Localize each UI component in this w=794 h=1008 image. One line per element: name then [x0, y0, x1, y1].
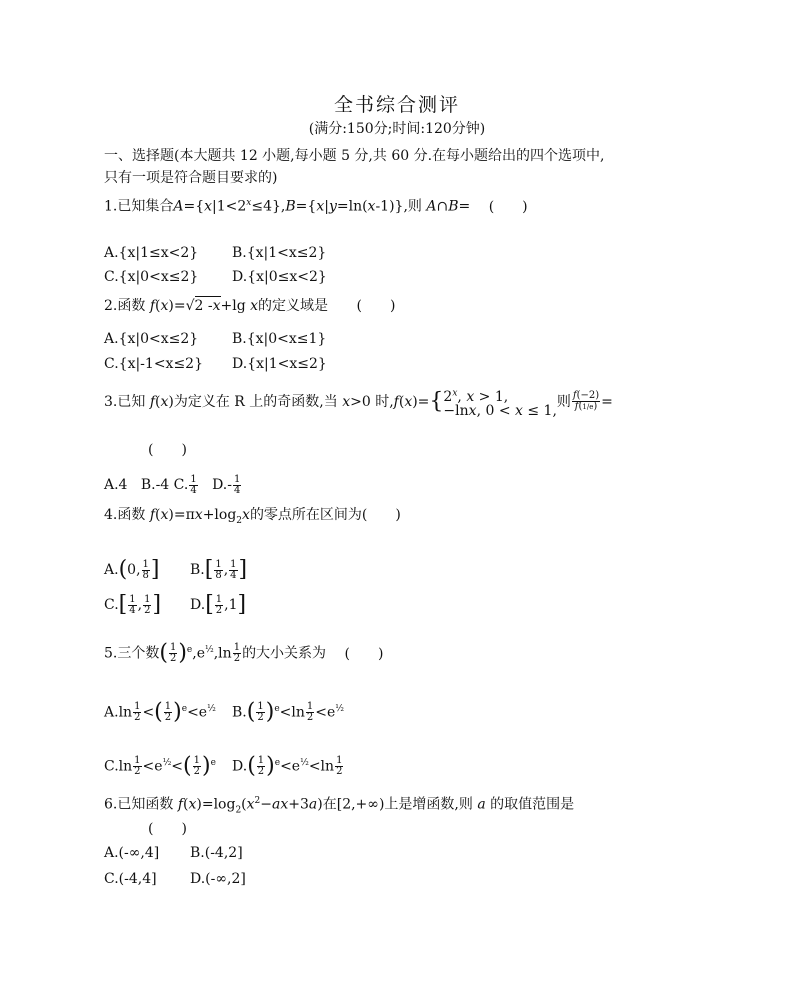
q6-option-d: D.(-∞,2] — [190, 871, 246, 887]
q4-option-b: B.[ $\frac{1}{8}$ , $\frac{1}{4}$ ] — [190, 557, 248, 582]
q5-option-d: D.( $\frac{1}{2}$ )$^e<e^{\frac{1}{2}}<\ln$ $\frac{1}{2}$ — [232, 753, 343, 779]
q2-option-c: C.{x|-1<x≤2} — [104, 356, 203, 372]
q4-option-d: D.[ $\frac{1}{2}$ ,1] — [190, 592, 247, 617]
answer-paren: ( ) — [356, 298, 396, 314]
question-2-stem: 2.函数 f(x)=√2 -x+lg x的定义域是 ( ) — [104, 298, 396, 314]
answer-paren: ( ) — [488, 198, 528, 215]
page-subtitle: (满分:150分;时间:120分钟) — [308, 121, 486, 137]
section-header-line2: 只有一项是符合题目要求的) — [104, 170, 278, 186]
question-1-stem: 1.已知集合$A=\{x|1<2^x\le 4\},B=\{x|y=\ln(x-1)\}$,则 A∩B= ( ) — [104, 198, 528, 215]
q6-option-b: B.(-4,2] — [190, 845, 243, 861]
q1-option-b: B.{x|1<x≤2} — [232, 245, 327, 261]
answer-paren: ( ) — [344, 645, 384, 662]
q4-option-a: A.(0, $\frac{1}{8}$ ] — [104, 557, 160, 582]
q5-option-a: A.ln $\frac{1}{2}$ <( $\frac{1}{2}$ )$^e<e^{\frac{1}{2}}$ — [104, 699, 216, 725]
q1-option-c: C.{x|0<x≤2} — [104, 269, 199, 285]
q4-option-c: C.[ $\frac{1}{4}$ , $\frac{1}{2}$ ] — [104, 592, 162, 617]
q2-option-b: B.{x|0<x≤1} — [232, 331, 327, 347]
question-5-stem: 5.三个数( $\frac{1}{2}$ )$^e,e^{\frac{1}{2}},\ln$ $\frac{1}{2}$ 的大小关系为 ( ) — [104, 640, 384, 666]
answer-paren: ( ) — [148, 442, 187, 458]
section-header-line1: 一、选择题(本大题共 12 小题,每小题 5 分,共 60 分.在每小题给出的四个选项中, — [104, 148, 605, 164]
question-3-stem: 3.已知 f(x)为定义在 R 上的奇函数,当 x>0 时$,f(x)=\{2^x$, x > 1, −lnx, 0 < x ≤ 1,则 $\frac{f(-2)}{f(1/e)}$ = — [104, 388, 613, 419]
answer-paren: ( ) — [148, 821, 187, 837]
question-6-stem: 6.已知函数 $f(x)=\log_2(x^2-ax+3a)$在[2,+∞)上是增函数,则 a 的取值范围是 — [104, 796, 575, 816]
q5-option-c: C.ln $\frac{1}{2}$ $<e^{\frac{1}{2}}<$( $\frac{1}{2}$ )$^e$ — [104, 753, 216, 779]
q6-option-a: A.(-∞,4] — [104, 845, 160, 861]
q1-option-d: D.{x|0≤x<2} — [232, 269, 327, 285]
q6-option-c: C.(-4,4] — [104, 871, 157, 887]
q1-option-a: A.{x|1≤x<2} — [104, 245, 199, 261]
page-title: 全书综合测评 — [333, 94, 460, 116]
q2-option-a: A.{x|0<x≤2} — [104, 331, 199, 347]
q5-option-b: B.( $\frac{1}{2}$ )$^e$<ln $\frac{1}{2}$ $<e^{\frac{1}{2}}$ — [232, 699, 344, 725]
question-4-stem: 4.函数 $f(x)=\pi x+\log_2x$的零点所在区间为( ) — [104, 507, 401, 526]
q3-option-row: A.4 B.-4 C. $\frac{1}{4}$ D.- $\frac{1}{4}$ — [104, 473, 241, 496]
q2-option-d: D.{x|1<x≤2} — [232, 356, 327, 372]
